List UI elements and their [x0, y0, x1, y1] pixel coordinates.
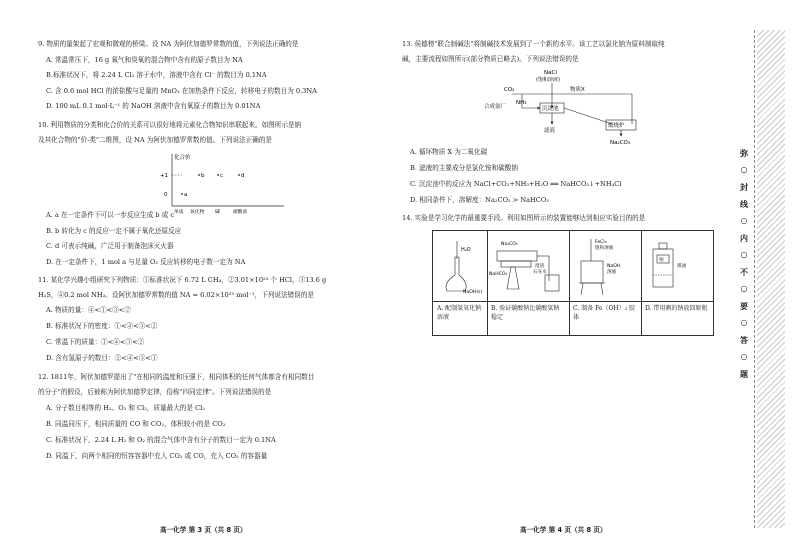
q10-option-c: C. d 可表示纯碱，广泛用于制备泡沫灭火器	[46, 242, 174, 250]
graph-point-b: b	[201, 173, 205, 179]
caption-b: B. 验证碳酸钠比碳酸氢钠稳定	[487, 301, 569, 335]
q13-option-d: D. 相同条件下，溶解度：Na₂CO₃ > NaHCO₃	[410, 196, 549, 204]
flow-nh3: NH₃	[516, 100, 527, 106]
q9-option-d: D. 100 mL 0.1 mol·L⁻¹ 的 NaOH 溶液中含有氧原子的数目为 0.01NA	[46, 102, 261, 110]
flow-synthesis-plant: 合成氨厂	[484, 104, 507, 110]
seal-char-3: 线	[740, 200, 748, 209]
apparatus-b-nahco3: NaHCO₃	[489, 272, 508, 277]
flow-filtrate: 滤液	[544, 128, 556, 134]
flow-nacl-note: (饱和溶液)	[536, 77, 560, 83]
left-page-footer: 高一化学 第 3 页（共 8 页）	[160, 526, 247, 534]
graph-xtick-2: 氧化物	[190, 210, 205, 215]
q9-option-a: A. 常温常压下，16 g 氧气和臭氧的混合物中含有的原子数目为 NA	[46, 56, 243, 64]
graph-point-d: d	[241, 173, 245, 179]
q14-apparatus-table	[432, 230, 714, 336]
apparatus-d-sodium: 钠	[659, 258, 664, 263]
seal-circle-4: ○	[740, 284, 748, 293]
graph-ytick-plus1: +1	[160, 173, 169, 179]
q12-option-c: C. 标准状况下，2.24 L H₂ 和 O₂ 的混合气体中含有分子的数目一定为 0.1NA	[46, 436, 276, 444]
flow-co2: CO₂	[504, 87, 515, 93]
apparatus-a	[433, 231, 488, 335]
apparatus-c-solution: 溶液	[607, 270, 617, 275]
apparatus-c	[569, 231, 642, 335]
q11-stem-line2: H₂S，④0.2 mol NH₃。设阿伏加德罗常数的值 NA = 6.02×10²³ mol⁻¹，下列说法错误的是	[38, 291, 314, 299]
seal-circle-5: ○	[740, 318, 748, 327]
q11-option-d: D. 含有氢原子的数目：②<④<③<①	[46, 354, 158, 362]
seal-char-2: 封	[740, 183, 748, 192]
apparatus-a-naoh: NaOH(s)	[463, 290, 483, 295]
heating-tubes-diagram	[487, 231, 569, 301]
caption-d: D. 带用剩的钠放回原瓶	[641, 301, 713, 335]
seal-char-7: 答	[740, 336, 748, 345]
q12-option-a: A. 分子数目相等的 H₂、O₂ 和 Cl₂，质量最大的是 Cl₂	[46, 404, 205, 412]
volumetric-flask-diagram	[433, 231, 487, 301]
apparatus-d	[641, 231, 713, 335]
q11-stem-line1: 11. 某化学兴趣小组研究下列物质：①标准状况下 6.72 L CH₄，②3.01×10²³ 个 HCl，③13.6 g	[38, 276, 327, 284]
apparatus-d-kerosene: 煤油	[677, 264, 687, 269]
caption-c: C. 制备 Fe（OH）₃ 胶体	[569, 301, 641, 335]
sealing-strip	[733, 30, 755, 528]
right-page-footer: 高一化学 第 4 页（共 8 页）	[520, 526, 607, 534]
q13-stem-line1: 13. 侯德榜"联合制碱法"将制碱技术发展到了一个新的水平。该工艺以氯化钠为原料制取纯	[402, 40, 665, 48]
q13-option-a: A. 循环物质 X 为二氧化碳	[410, 148, 488, 156]
q11-option-c: C. 常温下的质量：①<④<③<②	[46, 338, 145, 346]
seal-circle-6: ○	[740, 352, 748, 361]
sealing-dashed-line	[754, 30, 755, 528]
q9-option-b: B.标准状况下，将 2.24 L Cl₂ 溶于水中，溶液中含有 Cl⁻ 的数目为 0.1NA	[46, 71, 267, 79]
q12-stem-line2: 的分子"的假设，后被称为阿伏加德罗定律，俗称"四同定律"。下列说法错误的是	[38, 388, 272, 396]
beaker-heating-diagram	[569, 231, 641, 301]
seal-char-5: 不	[740, 268, 748, 277]
apparatus-c-saturated: 饱和溶液	[595, 246, 614, 251]
q14-stem: 14. 实验是学习化学的最重要手段。利用如图所示的装置能够达到相应实验目的的是	[402, 214, 646, 222]
graph-xtick-3: 碱	[215, 210, 220, 215]
graph-ylabel: 化合价	[174, 155, 191, 161]
q13-option-c: C. 沉淀池中的反应为 NaCl+CO₂+NH₃+H₂O ══ NaHCO₃↓+NH₄Cl	[410, 180, 622, 188]
flow-precip-pool: 沉淀池	[542, 106, 559, 112]
seal-char-6: 要	[740, 302, 748, 311]
q9-option-c: C. 含 0.6 mol HCl 的浓盐酸与足量的 MnO₂ 在加热条件下反应，转移电子的数目为 0.3NA	[46, 87, 317, 95]
flow-material-x: 物质X	[570, 87, 585, 93]
q12-option-b: B. 同温同压下，相同质量的 CO 和 CO₂，体积较小的是 CO₂	[46, 420, 226, 428]
graph-ytick-0: 0	[164, 192, 168, 198]
flow-nacl: NaCl	[544, 70, 557, 76]
graph-point-c: c	[220, 173, 224, 179]
apparatus-c-fecl3: FeCl₃	[595, 240, 607, 245]
flow-product: Na₂CO₃	[610, 140, 631, 146]
reagent-bottle-diagram	[641, 231, 713, 301]
valence-class-graph	[138, 150, 288, 216]
apparatus-b-na2co3: Na₂CO₃	[501, 242, 518, 247]
binding-margin-hatch	[757, 30, 785, 528]
apparatus-b-clear: 澄清	[535, 264, 545, 269]
graph-xtick-4: 碳酸盐	[233, 210, 248, 215]
seal-circle-1: ○	[740, 165, 748, 174]
flow-calciner: 煅烧炉	[608, 123, 625, 129]
q11-option-b: B. 标准状况下的密度：①<④<③<②	[46, 322, 158, 330]
seal-char-1: 弥	[740, 149, 748, 158]
graph-xtick-1: 单质	[174, 210, 184, 215]
q10-option-d: D. 在一定条件下，1 mol a 与足量 O₂ 反应转移的电子数一定为 NA	[46, 258, 246, 266]
caption-a: A. 配制氢氧化钠溶液	[433, 301, 487, 335]
q13-stem-line2: 碱，主要流程如图所示(部分物质已略去)。下列说法错误的是	[402, 55, 579, 63]
q10-option-a: A. a 在一定条件下可以一步反应生成 b 或 c	[46, 211, 175, 219]
q11-option-a: A. 物质的量：④<①<③<②	[46, 306, 131, 314]
apparatus-c-naoh: NaOH	[607, 264, 621, 269]
seal-char-4: 内	[740, 234, 748, 243]
seal-circle-2: ○	[740, 216, 748, 225]
q12-option-d: D. 同温下，向两个相同的恒容容器中充入 CO₂ 或 CO，充入 CO₂ 的容器量	[46, 452, 268, 460]
seal-circle-3: ○	[740, 250, 748, 259]
q12-stem-line1: 12. 1811年，阿伏加德罗提出了"在相同的温度和压强下，相同体积的任何气体都含有相同数目	[38, 373, 315, 381]
q10-stem-line2: 及其化合物的"价-类"二维图，设 NA 为阿伏加德罗常数的值。下列说法正确的是	[38, 136, 273, 144]
graph-point-a: a	[184, 192, 188, 198]
apparatus-b	[487, 231, 570, 335]
q10-option-b: B. b 转化为 c 的反应一定不属于氧化还原反应	[46, 227, 182, 235]
q9-stem: 9. 物质的量架起了宏观和微观的桥梁。设 NA 为阿伏加德罗常数的值，下列说法正确的是	[38, 40, 299, 48]
q10-stem-line1: 10. 利用物质的分类和化合价的关系可以很好地将元素化合物知识串联起来。如图所示是钠	[38, 121, 302, 129]
q13-option-b: B. 滤液的主要成分是氯化铵和碳酸钠	[410, 164, 518, 172]
apparatus-b-limewater: 石灰水	[533, 270, 547, 275]
apparatus-a-water: H₂O	[461, 247, 471, 253]
soda-process-flowchart	[482, 68, 662, 146]
seal-char-8: 题	[740, 370, 748, 379]
